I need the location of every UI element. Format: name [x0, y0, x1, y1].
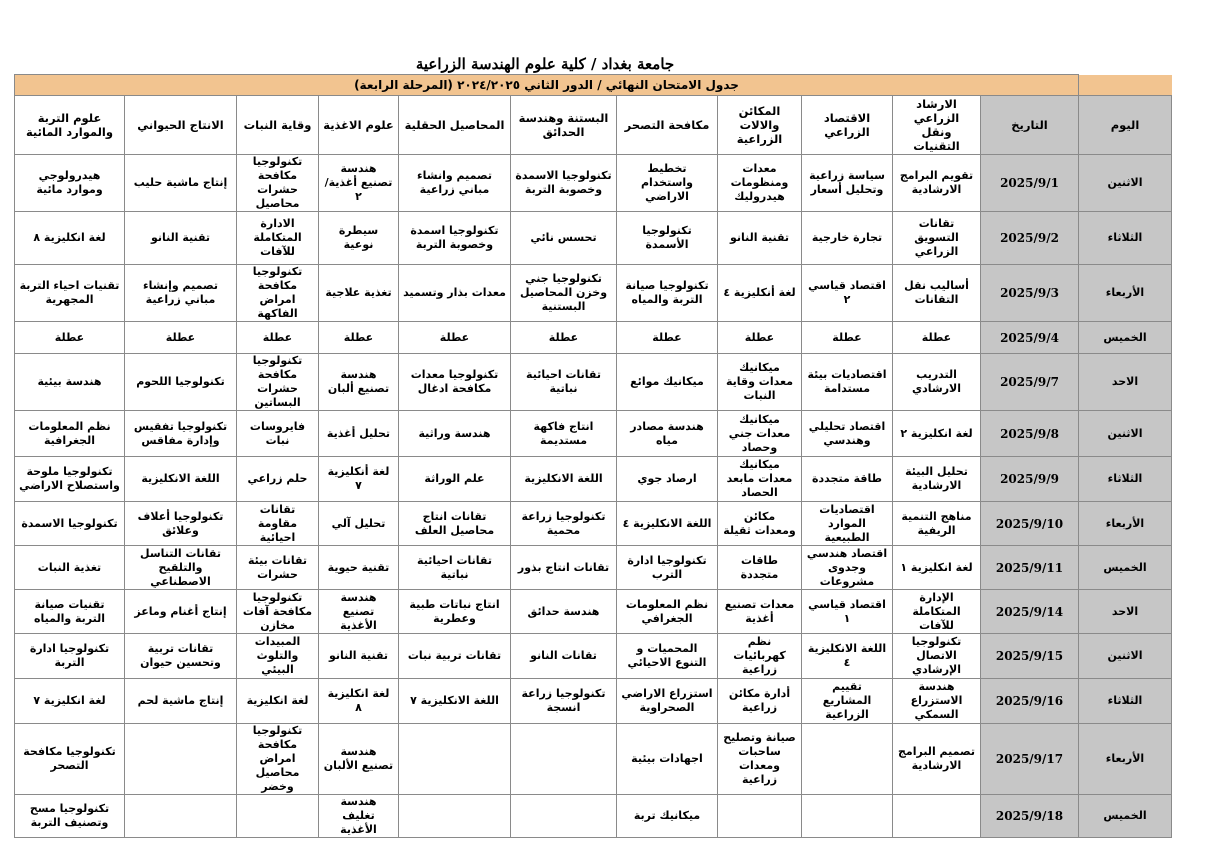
subject-cell: معدات ومنظومات هيدروليك: [718, 155, 802, 212]
subject-cell: [802, 724, 893, 795]
subject-cell: تقانات التسويق الزراعي: [893, 212, 981, 265]
subject-cell: صيانة وتصليح ساحبات ومعدات زراعية: [718, 724, 802, 795]
subject-cell: تقانات تربية وتحسين حيوان: [125, 634, 237, 679]
day-cell: الأربعاء: [1079, 265, 1172, 322]
subject-cell: الإدارة المتكاملة للآفات: [893, 590, 981, 634]
table-row: [15, 546, 1172, 590]
subject-cell: عطلة: [617, 322, 718, 354]
subject-cell: تكنولوجيا تفقيس وإدارة مفاقس: [125, 411, 237, 457]
subject-cell: ميكانيك معدات جني وحصاد: [718, 411, 802, 457]
subject-cell: تكنولوجيا مكافحة التصحر: [15, 724, 125, 795]
subject-cell: اللغة الانكليزية: [511, 457, 617, 502]
day-cell: الأربعاء: [1079, 502, 1172, 546]
day-cell: الثلاثاء: [1079, 679, 1172, 724]
subject-cell: تقنية النانو: [319, 634, 399, 679]
subject-cell: تقويم البرامج الارشادية: [893, 155, 981, 212]
day-cell: الخميس: [1079, 546, 1172, 590]
subject-cell: لغة انكليزية ٨: [15, 212, 125, 265]
subject-cell: تكنولوجيا الاسمدة: [15, 502, 125, 546]
subject-cell: تكنولوجيا مكافحة آفات مخازن: [237, 590, 319, 634]
header-day: اليوم: [1079, 96, 1172, 155]
subject-cell: تغذية النبات: [15, 546, 125, 590]
day-cell: الاثنين: [1079, 634, 1172, 679]
subject-cell: تكنولوجيا ملوحة واستصلاح الاراضي: [15, 457, 125, 502]
table-row: [15, 411, 1172, 457]
subject-cell: ميكانيك معدات وقاية النبات: [718, 354, 802, 411]
date-cell: 2025/9/9: [981, 457, 1079, 502]
subject-cell: ميكانيك تربة: [617, 795, 718, 838]
subject-cell: اجهادات بيئية: [617, 724, 718, 795]
subject-cell: المحميات و التنوع الاحيائي: [617, 634, 718, 679]
subject-cell: لغة انكليزية ٢: [893, 411, 981, 457]
subject-cell: هندسة تصنيع أغذية/٢: [319, 155, 399, 212]
subject-cell: تخطيط واستخدام الاراضي: [617, 155, 718, 212]
table-row: [15, 457, 1172, 502]
table-row: [15, 502, 1172, 546]
subject-cell: عطلة: [15, 322, 125, 354]
subject-cell: ارصاد جوي: [617, 457, 718, 502]
subject-cell: لغة أنكليزية ٤: [718, 265, 802, 322]
subject-cell: اقتصاد هندسي وجدوى مشروعات: [802, 546, 893, 590]
subject-cell: هندسة تصنيع الأغذية: [319, 590, 399, 634]
subject-cell: تقنية حيوية: [319, 546, 399, 590]
subject-cell: تقانات احيائية نباتية: [399, 546, 511, 590]
subject-cell: عطلة: [511, 322, 617, 354]
date-cell: 2025/9/7: [981, 354, 1079, 411]
date-cell: 2025/9/17: [981, 724, 1079, 795]
subject-cell: تقنية النانو: [125, 212, 237, 265]
subject-cell: عطلة: [802, 322, 893, 354]
subject-cell: تقنيات صيانة التربة والمياه: [15, 590, 125, 634]
subject-cell: [802, 795, 893, 838]
subject-cell: تقانات انتاج بذور: [511, 546, 617, 590]
table-row: [15, 724, 1172, 795]
subject-cell: انتاج نباتات طبية وعطرية: [399, 590, 511, 634]
subject-cell: [237, 795, 319, 838]
subject-cell: عطلة: [319, 322, 399, 354]
subject-cell: أساليب نقل التقانات: [893, 265, 981, 322]
subject-cell: تكنولوجيا اللحوم: [125, 354, 237, 411]
subject-cell: المبيدات والتلوث البيئي: [237, 634, 319, 679]
subject-cell: اللغة الانكليزية ٧: [399, 679, 511, 724]
subject-cell: تكنولوجيا اسمدة وخصوبة التربة: [399, 212, 511, 265]
subject-cell: لغة انكليزية ٧: [15, 679, 125, 724]
header-field-crops: المحاصيل الحقلية: [399, 96, 511, 155]
subject-cell: هندسة مصادر مياه: [617, 411, 718, 457]
table-row: [15, 795, 1172, 838]
header-date: التاريخ: [981, 96, 1079, 155]
header-row: [15, 96, 1172, 155]
day-cell: الاحد: [1079, 590, 1172, 634]
exam-subtitle: جدول الامتحان النهائي / الدور الثاني ٢٠٢٤/٢٠٢٥ (المرحلة الرابعة): [15, 75, 1079, 96]
day-cell: الخميس: [1079, 795, 1172, 838]
subject-cell: هيدرولوجي وموارد مائية: [15, 155, 125, 212]
table-row: [15, 322, 1172, 354]
subject-cell: تكنولوجيا مكافحة امراض محاصيل وخضر: [237, 724, 319, 795]
subject-cell: معدات بذار وتسميد: [399, 265, 511, 322]
subject-cell: ميكانيك معدات مابعد الحصاد: [718, 457, 802, 502]
subject-cell: تقنيات احياء التربة المجهرية: [15, 265, 125, 322]
subject-cell: تقانات تربية نبات: [399, 634, 511, 679]
subject-cell: الادارة المتكاملة للآفات: [237, 212, 319, 265]
subject-cell: هندسة تغليف الأغذية: [319, 795, 399, 838]
subject-cell: [125, 795, 237, 838]
subject-cell: تكنولوجيا معدات مكافحة ادغال: [399, 354, 511, 411]
date-cell: 2025/9/11: [981, 546, 1079, 590]
day-cell: الثلاثاء: [1079, 212, 1172, 265]
subject-cell: هندسة وراثية: [399, 411, 511, 457]
subject-cell: نظم كهربائيات زراعية: [718, 634, 802, 679]
date-cell: 2025/9/2: [981, 212, 1079, 265]
subject-cell: أدارة مكائن زراعية: [718, 679, 802, 724]
subject-cell: تحليل آلي: [319, 502, 399, 546]
subject-cell: تقانات التناسل والتلقيح الاصطناعي: [125, 546, 237, 590]
date-cell: 2025/9/18: [981, 795, 1079, 838]
date-cell: 2025/9/16: [981, 679, 1079, 724]
table-row: [15, 679, 1172, 724]
subject-cell: تكنولوجيا زراعة محمية: [511, 502, 617, 546]
header-food-science: علوم الاغذية: [319, 96, 399, 155]
date-cell: 2025/9/15: [981, 634, 1079, 679]
subject-cell: تكنولوجيا الاتصال الإرشادي: [893, 634, 981, 679]
date-cell: 2025/9/1: [981, 155, 1079, 212]
date-cell: 2025/9/8: [981, 411, 1079, 457]
subject-cell: عطلة: [399, 322, 511, 354]
day-cell: الأربعاء: [1079, 724, 1172, 795]
subject-cell: هندسة تصنيع الألبان: [319, 724, 399, 795]
subject-cell: اقتصاديات بيئة مستدامة: [802, 354, 893, 411]
subject-cell: تكنولوجيا صيانة التربة والمياه: [617, 265, 718, 322]
subject-cell: اللغة الانكليزية ٤: [802, 634, 893, 679]
subtitle-spacer: [1079, 75, 1172, 96]
subject-cell: عطلة: [125, 322, 237, 354]
subject-cell: تقييم المشاريع الزراعية: [802, 679, 893, 724]
day-cell: الاثنين: [1079, 155, 1172, 212]
date-cell: 2025/9/10: [981, 502, 1079, 546]
subject-cell: عطلة: [893, 322, 981, 354]
subject-cell: [718, 795, 802, 838]
subject-cell: تكنولوجيا ادارة التربة: [15, 634, 125, 679]
table-row: [15, 354, 1172, 411]
subject-cell: تقانات انتاج محاصيل العلف: [399, 502, 511, 546]
subject-cell: هندسة بيئية: [15, 354, 125, 411]
header-horticulture: البستنة وهندسة الحدائق: [511, 96, 617, 155]
date-cell: 2025/9/4: [981, 322, 1079, 354]
subject-cell: تقانات مقاومة احيائية: [237, 502, 319, 546]
subject-cell: تكنولوجيا الأسمدة: [617, 212, 718, 265]
subject-cell: تصميم وإنشاء مباني زراعية: [125, 265, 237, 322]
subject-cell: علم الوراثة: [399, 457, 511, 502]
day-cell: الاحد: [1079, 354, 1172, 411]
subject-cell: تكنولوجيا أعلاف وعلائق: [125, 502, 237, 546]
subject-cell: انتاج فاكهة مستديمة: [511, 411, 617, 457]
subject-cell: [399, 795, 511, 838]
subject-cell: تكنولوجيا جني وخزن المحاصيل البستنية: [511, 265, 617, 322]
subject-cell: اقتصاد قياسي ١: [802, 590, 893, 634]
day-cell: الخميس: [1079, 322, 1172, 354]
subject-cell: [399, 724, 511, 795]
header-plant-protection: وقاية النبات: [237, 96, 319, 155]
subject-cell: عطلة: [237, 322, 319, 354]
subtitle-row: [15, 75, 1172, 96]
subject-cell: حلم زراعي: [237, 457, 319, 502]
subject-cell: تقانات النانو: [511, 634, 617, 679]
header-machinery: المكائن والالات الزراعية: [718, 96, 802, 155]
subject-cell: تكنولوجيا مكافحة حشرات محاصيل: [237, 155, 319, 212]
header-desertification: مكافحة التصحر: [617, 96, 718, 155]
subject-cell: تحليل البيئة الارشادية: [893, 457, 981, 502]
subject-cell: [511, 795, 617, 838]
table-row: [15, 634, 1172, 679]
subject-cell: طاقة متجددة: [802, 457, 893, 502]
exam-table-body: [15, 75, 1172, 838]
subject-cell: اقتصاد تحليلي وهندسي: [802, 411, 893, 457]
subject-cell: اقتصاد قياسي ٢: [802, 265, 893, 322]
subject-cell: إنتاج ماشية حليب: [125, 155, 237, 212]
subject-cell: تكنولوجيا ادارة الترب: [617, 546, 718, 590]
subject-cell: عطلة: [718, 322, 802, 354]
date-cell: 2025/9/14: [981, 590, 1079, 634]
document-title: جامعة بغداد / كلية علوم الهندسة الزراعية: [415, 55, 675, 73]
subject-cell: إنتاج ماشية لحم: [125, 679, 237, 724]
subject-cell: [893, 795, 981, 838]
subject-cell: تصميم البرامج الارشادية: [893, 724, 981, 795]
subject-cell: سياسة زراعية وتحليل أسعار: [802, 155, 893, 212]
subject-cell: نظم المعلومات الجغرافية: [15, 411, 125, 457]
subject-cell: مناهج التنمية الريفية: [893, 502, 981, 546]
subject-cell: [511, 724, 617, 795]
table-row: [15, 212, 1172, 265]
subject-cell: طاقات متجددة: [718, 546, 802, 590]
subject-cell: هندسة حدائق: [511, 590, 617, 634]
subject-cell: تكنولوجيا مسح وتصنيف التربة: [15, 795, 125, 838]
subject-cell: [125, 724, 237, 795]
subject-cell: تحليل أغذية: [319, 411, 399, 457]
subject-cell: تجارة خارجية: [802, 212, 893, 265]
subject-cell: لغة انكليزية: [237, 679, 319, 724]
subject-cell: استزراع الاراضي الصحراوية: [617, 679, 718, 724]
subject-cell: تكنولوجيا الاسمدة وخصوبة التربة: [511, 155, 617, 212]
subject-cell: ميكانيك موائع: [617, 354, 718, 411]
table-row: [15, 590, 1172, 634]
subject-cell: تكنولوجيا زراعة انسجة: [511, 679, 617, 724]
header-extension: الارشاد الزراعي ونقل التقنيات: [893, 96, 981, 155]
subject-cell: تقنية النانو: [718, 212, 802, 265]
subject-cell: تغذية علاجية: [319, 265, 399, 322]
subject-cell: لغة انكليزية ١: [893, 546, 981, 590]
subject-cell: التدريب الارشادي: [893, 354, 981, 411]
table-row: [15, 155, 1172, 212]
day-cell: الثلاثاء: [1079, 457, 1172, 502]
subject-cell: فايروسات نبات: [237, 411, 319, 457]
header-economics: الاقتصاد الزراعي: [802, 96, 893, 155]
subject-cell: اللغة الانكليزية ٤: [617, 502, 718, 546]
day-cell: الاثنين: [1079, 411, 1172, 457]
subject-cell: تكنولوجيا مكافحة حشرات البساتين: [237, 354, 319, 411]
subject-cell: هندسة تصنيع ألبان: [319, 354, 399, 411]
subject-cell: تصميم وانشاء مباني زراعية: [399, 155, 511, 212]
subject-cell: معدات تصنيع أغذية: [718, 590, 802, 634]
header-animal-production: الانتاج الحيواني: [125, 96, 237, 155]
exam-schedule-table: [14, 74, 1172, 838]
subject-cell: مكائن ومعدات ثقيلة: [718, 502, 802, 546]
header-soil-water: علوم التربة والموارد المائية: [15, 96, 125, 155]
subject-cell: تقانات بيئة حشرات: [237, 546, 319, 590]
subject-cell: هندسة الاستزراع السمكي: [893, 679, 981, 724]
subject-cell: تقانات احيائية نباتية: [511, 354, 617, 411]
subject-cell: تحسس نائي: [511, 212, 617, 265]
table-row: [15, 265, 1172, 322]
subject-cell: لغة أنكليزية ٧: [319, 457, 399, 502]
date-cell: 2025/9/3: [981, 265, 1079, 322]
subject-cell: تكنولوجيا مكافحة امراض الفاكهة: [237, 265, 319, 322]
subject-cell: لغة انكليزية ٨: [319, 679, 399, 724]
subject-cell: إنتاج أغنام وماعز: [125, 590, 237, 634]
subject-cell: نظم المعلومات الجغرافي: [617, 590, 718, 634]
subject-cell: سيطرة نوعية: [319, 212, 399, 265]
subject-cell: اللغة الانكليزية: [125, 457, 237, 502]
subject-cell: اقتصاديات الموارد الطبيعية: [802, 502, 893, 546]
